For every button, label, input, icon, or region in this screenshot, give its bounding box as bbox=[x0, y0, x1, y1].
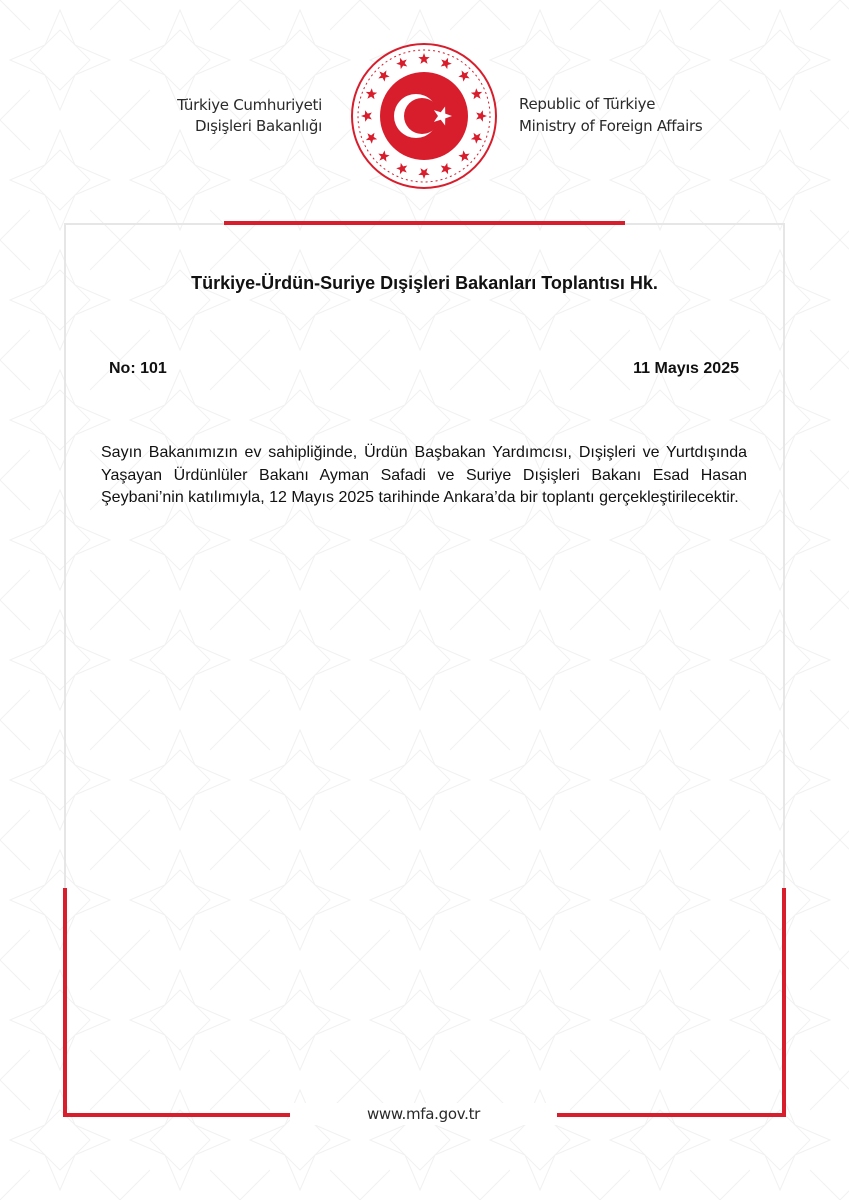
frame-top-left-line bbox=[64, 223, 224, 225]
frame-left-grey-line bbox=[64, 223, 66, 888]
header-left-line2: Dışişleri Bakanlığı bbox=[195, 117, 322, 135]
header-right-line2: Ministry of Foreign Affairs bbox=[519, 117, 703, 135]
document-title: Türkiye-Ürdün-Suriye Dışişleri Bakanları Toplantısı Hk. bbox=[191, 273, 658, 293]
header-ministry-english bbox=[519, 93, 719, 137]
frame-top-right-line bbox=[625, 223, 785, 225]
frame-bottom-right-red-line bbox=[557, 1113, 786, 1117]
header-ministry-turkish bbox=[150, 95, 322, 137]
header-right-line1: Republic of Türkiye bbox=[519, 95, 656, 113]
document-number: No: 101 bbox=[109, 360, 167, 377]
footer-website-link[interactable]: www.mfa.gov.tr bbox=[290, 1103, 557, 1125]
document-body: Sayın Bakanımızın ev sahipliğinde, Ürdün Başbakan Yardımcısı, Dışişleri ve Yurtdışında Yaşayan Ürdünlüler Bakanı Ayman Safadi ve Suriye Dışişleri Bakanı Esad Hasan Şeybani’nin katılımıyla, 12 Mayıs 2025 tarihinde Ankara’da bir toplantı gerçekleştirilecektir. bbox=[101, 444, 747, 507]
frame-right-red-line bbox=[782, 888, 786, 1117]
frame-top-red-line bbox=[224, 221, 625, 225]
document-date: 11 Mayıs 2025 bbox=[633, 360, 739, 377]
frame-bottom-left-red-line bbox=[63, 1113, 290, 1117]
header-left-line1: Türkiye Cumhuriyeti bbox=[177, 96, 322, 114]
frame-right-grey-line bbox=[783, 223, 785, 888]
frame-left-red-line bbox=[63, 888, 67, 1117]
crescent-star-emblem-icon bbox=[350, 42, 498, 190]
